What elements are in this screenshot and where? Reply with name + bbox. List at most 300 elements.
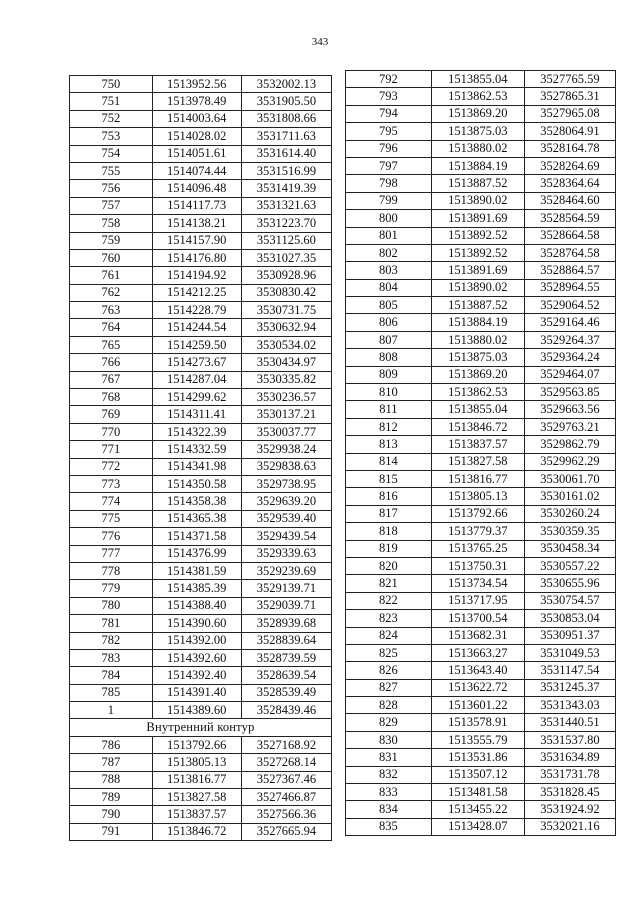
point-number-cell: 803 <box>346 262 432 279</box>
x-coordinate-cell: 1514117.73 <box>152 197 241 214</box>
table-row <box>70 76 332 93</box>
x-coordinate-cell: 1513846.72 <box>152 823 241 840</box>
y-coordinate-cell: 3531614.40 <box>241 145 331 162</box>
y-coordinate-cell: 3528839.64 <box>241 632 331 649</box>
x-coordinate-cell: 1514273.67 <box>152 354 241 371</box>
table-row <box>70 528 332 545</box>
table-row <box>346 157 616 174</box>
x-coordinate-cell: 1514381.59 <box>152 562 241 579</box>
point-number-cell: 818 <box>346 523 432 540</box>
table-row <box>70 632 332 649</box>
table-row <box>346 488 616 505</box>
y-coordinate-cell: 3531321.63 <box>241 197 331 214</box>
x-coordinate-cell: 1514350.58 <box>152 475 241 492</box>
point-number-cell: 815 <box>346 470 432 487</box>
point-number-cell: 830 <box>346 731 432 748</box>
table-row <box>70 232 332 249</box>
point-number-cell: 790 <box>70 806 153 823</box>
x-coordinate-cell: 1514358.38 <box>152 493 241 510</box>
x-coordinate-cell: 1513892.52 <box>431 244 524 261</box>
x-coordinate-cell: 1514287.04 <box>152 371 241 388</box>
y-coordinate-cell: 3527865.31 <box>524 88 615 105</box>
y-coordinate-cell: 3529838.63 <box>241 458 331 475</box>
point-number-cell: 824 <box>346 627 432 644</box>
x-coordinate-cell: 1514332.59 <box>152 441 241 458</box>
x-coordinate-cell: 1513805.13 <box>152 754 241 771</box>
table-row <box>70 580 332 597</box>
x-coordinate-cell: 1513682.31 <box>431 627 524 644</box>
x-coordinate-cell: 1513869.20 <box>431 105 524 122</box>
y-coordinate-cell: 3528164.78 <box>524 140 615 157</box>
x-coordinate-cell: 1513891.69 <box>431 262 524 279</box>
x-coordinate-cell: 1513875.03 <box>431 349 524 366</box>
point-number-cell: 823 <box>346 610 432 627</box>
y-coordinate-cell: 3527665.94 <box>241 823 331 840</box>
y-coordinate-cell: 3529738.95 <box>241 475 331 492</box>
x-coordinate-cell: 1514392.00 <box>152 632 241 649</box>
x-coordinate-cell: 1514096.48 <box>152 180 241 197</box>
y-coordinate-cell: 3530061.70 <box>524 470 615 487</box>
y-coordinate-cell: 3529064.52 <box>524 297 615 314</box>
y-coordinate-cell: 3530655.96 <box>524 575 615 592</box>
y-coordinate-cell: 3529339.63 <box>241 545 331 562</box>
y-coordinate-cell: 3531343.03 <box>524 697 615 714</box>
x-coordinate-cell: 1513507.12 <box>431 766 524 783</box>
table-row <box>70 789 332 806</box>
x-coordinate-cell: 1513455.22 <box>431 801 524 818</box>
table-row <box>346 801 616 818</box>
table-row <box>70 319 332 336</box>
table-row <box>70 302 332 319</box>
table-row <box>70 510 332 527</box>
y-coordinate-cell: 3528439.46 <box>241 702 331 719</box>
y-coordinate-cell: 3531516.99 <box>241 162 331 179</box>
x-coordinate-cell: 1514322.39 <box>152 423 241 440</box>
y-coordinate-cell: 3531125.60 <box>241 232 331 249</box>
table-row <box>346 470 616 487</box>
y-coordinate-cell: 3529464.07 <box>524 366 615 383</box>
x-coordinate-cell: 1513805.13 <box>431 488 524 505</box>
x-coordinate-cell: 1514311.41 <box>152 406 241 423</box>
x-coordinate-cell: 1514259.50 <box>152 336 241 353</box>
y-coordinate-cell: 3529164.46 <box>524 314 615 331</box>
table-row <box>70 441 332 458</box>
table-row <box>346 192 616 209</box>
y-coordinate-cell: 3531808.66 <box>241 110 331 127</box>
point-number-cell: 774 <box>70 493 153 510</box>
table-row <box>70 267 332 284</box>
table-row <box>70 249 332 266</box>
x-coordinate-cell: 1513765.25 <box>431 540 524 557</box>
table-row <box>70 475 332 492</box>
table-row <box>346 766 616 783</box>
x-coordinate-cell: 1514385.39 <box>152 580 241 597</box>
table-row <box>346 557 616 574</box>
table-row <box>70 597 332 614</box>
point-number-cell: 773 <box>70 475 153 492</box>
y-coordinate-cell: 3530434.97 <box>241 354 331 371</box>
point-number-cell: 791 <box>70 823 153 840</box>
table-row <box>70 336 332 353</box>
x-coordinate-cell: 1514228.79 <box>152 302 241 319</box>
point-number-cell: 797 <box>346 157 432 174</box>
page-number: 343 <box>311 36 329 48</box>
x-coordinate-cell: 1514392.60 <box>152 649 241 666</box>
point-number-cell: 814 <box>346 453 432 470</box>
table-row <box>346 210 616 227</box>
y-coordinate-cell: 3530557.22 <box>524 557 615 574</box>
y-coordinate-cell: 3530754.57 <box>524 592 615 609</box>
table-row <box>346 610 616 627</box>
table-row <box>346 227 616 244</box>
point-number-cell: 826 <box>346 662 432 679</box>
x-coordinate-cell: 1513643.40 <box>431 662 524 679</box>
y-coordinate-cell: 3528664.58 <box>524 227 615 244</box>
x-coordinate-cell: 1513622.72 <box>431 679 524 696</box>
y-coordinate-cell: 3529264.37 <box>524 331 615 348</box>
y-coordinate-cell: 3529862.79 <box>524 436 615 453</box>
x-coordinate-cell: 1513884.19 <box>431 314 524 331</box>
x-coordinate-cell: 1513481.58 <box>431 784 524 801</box>
table-row <box>70 649 332 666</box>
table-row <box>70 423 332 440</box>
point-number-cell: 762 <box>70 284 153 301</box>
y-coordinate-cell: 3528064.91 <box>524 123 615 140</box>
point-number-cell: 750 <box>70 76 153 93</box>
point-number-cell: 819 <box>346 540 432 557</box>
point-number-cell: 783 <box>70 649 153 666</box>
x-coordinate-cell: 1514371.58 <box>152 528 241 545</box>
table-row <box>70 389 332 406</box>
point-number-cell: 768 <box>70 389 153 406</box>
y-coordinate-cell: 3531634.89 <box>524 749 615 766</box>
table-row <box>346 279 616 296</box>
x-coordinate-cell: 1513846.72 <box>431 418 524 435</box>
point-number-cell: 831 <box>346 749 432 766</box>
point-number-cell: 820 <box>346 557 432 574</box>
y-coordinate-cell: 3530534.02 <box>241 336 331 353</box>
x-coordinate-cell: 1513880.02 <box>431 331 524 348</box>
x-coordinate-cell: 1513890.02 <box>431 192 524 209</box>
y-coordinate-cell: 3530928.96 <box>241 267 331 284</box>
x-coordinate-cell: 1514074.44 <box>152 162 241 179</box>
table-row <box>346 697 616 714</box>
table-row <box>346 88 616 105</box>
table-row <box>346 505 616 522</box>
x-coordinate-cell: 1513862.53 <box>431 88 524 105</box>
point-number-cell: 787 <box>70 754 153 771</box>
table-row <box>346 436 616 453</box>
x-coordinate-cell: 1514244.54 <box>152 319 241 336</box>
y-coordinate-cell: 3527965.08 <box>524 105 615 122</box>
point-number-cell: 779 <box>70 580 153 597</box>
y-coordinate-cell: 3528539.49 <box>241 684 331 701</box>
point-number-cell: 756 <box>70 180 153 197</box>
point-number-cell: 808 <box>346 349 432 366</box>
point-number-cell: 758 <box>70 215 153 232</box>
table-row <box>346 679 616 696</box>
x-coordinate-cell: 1513827.58 <box>431 453 524 470</box>
table-row <box>346 331 616 348</box>
point-number-cell: 775 <box>70 510 153 527</box>
point-number-cell: 812 <box>346 418 432 435</box>
point-number-cell: 759 <box>70 232 153 249</box>
table-row <box>346 244 616 261</box>
x-coordinate-cell: 1514051.61 <box>152 145 241 162</box>
x-coordinate-cell: 1513779.37 <box>431 523 524 540</box>
point-number-cell: 794 <box>346 105 432 122</box>
table-row <box>346 523 616 540</box>
point-number-cell: 793 <box>346 88 432 105</box>
table-row <box>70 823 332 840</box>
table-row <box>346 297 616 314</box>
section-row <box>70 719 332 736</box>
x-coordinate-cell: 1513891.69 <box>431 210 524 227</box>
table-row <box>70 562 332 579</box>
table-row <box>346 105 616 122</box>
point-number-cell: 798 <box>346 175 432 192</box>
y-coordinate-cell: 3527765.59 <box>524 71 615 88</box>
y-coordinate-cell: 3531245.37 <box>524 679 615 696</box>
x-coordinate-cell: 1514390.60 <box>152 615 241 632</box>
y-coordinate-cell: 3530161.02 <box>524 488 615 505</box>
point-number-cell: 761 <box>70 267 153 284</box>
point-number-cell: 784 <box>70 667 153 684</box>
x-coordinate-cell: 1513717.95 <box>431 592 524 609</box>
table-row <box>70 284 332 301</box>
y-coordinate-cell: 3529563.85 <box>524 384 615 401</box>
y-coordinate-cell: 3531828.45 <box>524 784 615 801</box>
x-coordinate-cell: 1513734.54 <box>431 575 524 592</box>
x-coordinate-cell: 1514365.38 <box>152 510 241 527</box>
x-coordinate-cell: 1514391.40 <box>152 684 241 701</box>
x-coordinate-cell: 1514003.64 <box>152 110 241 127</box>
y-coordinate-cell: 3529962.29 <box>524 453 615 470</box>
x-coordinate-cell: 1513428.07 <box>431 818 524 835</box>
table-row <box>70 180 332 197</box>
table-row <box>346 453 616 470</box>
point-number-cell: 780 <box>70 597 153 614</box>
table-row <box>70 806 332 823</box>
x-coordinate-cell: 1513869.20 <box>431 366 524 383</box>
point-number-cell: 805 <box>346 297 432 314</box>
point-number-cell: 807 <box>346 331 432 348</box>
x-coordinate-cell: 1514392.40 <box>152 667 241 684</box>
x-coordinate-cell: 1513892.52 <box>431 227 524 244</box>
y-coordinate-cell: 3532021.16 <box>524 818 615 835</box>
y-coordinate-cell: 3529539.40 <box>241 510 331 527</box>
y-coordinate-cell: 3528264.69 <box>524 157 615 174</box>
point-number-cell: 776 <box>70 528 153 545</box>
y-coordinate-cell: 3530335.82 <box>241 371 331 388</box>
y-coordinate-cell: 3530458.34 <box>524 540 615 557</box>
point-number-cell: 828 <box>346 697 432 714</box>
y-coordinate-cell: 3531223.70 <box>241 215 331 232</box>
point-number-cell: 770 <box>70 423 153 440</box>
y-coordinate-cell: 3531147.54 <box>524 662 615 679</box>
table-row <box>70 493 332 510</box>
table-row <box>70 545 332 562</box>
point-number-cell: 763 <box>70 302 153 319</box>
point-number-cell: 833 <box>346 784 432 801</box>
x-coordinate-cell: 1513837.57 <box>152 806 241 823</box>
point-number-cell: 801 <box>346 227 432 244</box>
point-number-cell: 813 <box>346 436 432 453</box>
y-coordinate-cell: 3529663.56 <box>524 401 615 418</box>
y-coordinate-cell: 3531049.53 <box>524 644 615 661</box>
coordinates-table-left <box>69 75 332 841</box>
x-coordinate-cell: 1513887.52 <box>431 297 524 314</box>
y-coordinate-cell: 3528764.58 <box>524 244 615 261</box>
y-coordinate-cell: 3530359.35 <box>524 523 615 540</box>
table-row <box>346 401 616 418</box>
table-row <box>346 749 616 766</box>
y-coordinate-cell: 3527466.87 <box>241 789 331 806</box>
y-coordinate-cell: 3531711.63 <box>241 128 331 145</box>
table-row <box>70 667 332 684</box>
y-coordinate-cell: 3531537.80 <box>524 731 615 748</box>
table-row <box>346 384 616 401</box>
x-coordinate-cell: 1513952.56 <box>152 76 241 93</box>
x-coordinate-cell: 1513880.02 <box>431 140 524 157</box>
table-row <box>70 615 332 632</box>
x-coordinate-cell: 1513601.22 <box>431 697 524 714</box>
y-coordinate-cell: 3531419.39 <box>241 180 331 197</box>
table-row <box>70 110 332 127</box>
point-number-cell: 777 <box>70 545 153 562</box>
x-coordinate-cell: 1514389.60 <box>152 702 241 719</box>
y-coordinate-cell: 3530260.24 <box>524 505 615 522</box>
point-number-cell: 765 <box>70 336 153 353</box>
x-coordinate-cell: 1513531.86 <box>431 749 524 766</box>
table-row <box>70 128 332 145</box>
point-number-cell: 799 <box>346 192 432 209</box>
x-coordinate-cell: 1513750.31 <box>431 557 524 574</box>
point-number-cell: 767 <box>70 371 153 388</box>
point-number-cell: 827 <box>346 679 432 696</box>
table-row <box>346 662 616 679</box>
x-coordinate-cell: 1514376.99 <box>152 545 241 562</box>
x-coordinate-cell: 1513816.77 <box>431 470 524 487</box>
y-coordinate-cell: 3529763.21 <box>524 418 615 435</box>
x-coordinate-cell: 1513862.53 <box>431 384 524 401</box>
point-number-cell: 782 <box>70 632 153 649</box>
table-row <box>70 215 332 232</box>
point-number-cell: 752 <box>70 110 153 127</box>
point-number-cell: 757 <box>70 197 153 214</box>
table-row <box>346 627 616 644</box>
point-number-cell: 751 <box>70 93 153 110</box>
coordinates-table-left-body <box>70 76 332 841</box>
x-coordinate-cell: 1513855.04 <box>431 71 524 88</box>
point-number-cell: 753 <box>70 128 153 145</box>
y-coordinate-cell: 3528939.68 <box>241 615 331 632</box>
y-coordinate-cell: 3529364.24 <box>524 349 615 366</box>
point-number-cell: 778 <box>70 562 153 579</box>
y-coordinate-cell: 3531731.78 <box>524 766 615 783</box>
point-number-cell: 1 <box>70 702 153 719</box>
y-coordinate-cell: 3528864.57 <box>524 262 615 279</box>
point-number-cell: 760 <box>70 249 153 266</box>
point-number-cell: 811 <box>346 401 432 418</box>
y-coordinate-cell: 3530731.75 <box>241 302 331 319</box>
table-row <box>346 262 616 279</box>
y-coordinate-cell: 3530830.42 <box>241 284 331 301</box>
y-coordinate-cell: 3529938.24 <box>241 441 331 458</box>
table-row <box>70 736 332 753</box>
table-row <box>70 354 332 371</box>
x-coordinate-cell: 1513827.58 <box>152 789 241 806</box>
table-row <box>346 175 616 192</box>
y-coordinate-cell: 3529439.54 <box>241 528 331 545</box>
table-row <box>70 406 332 423</box>
table-row <box>346 818 616 835</box>
x-coordinate-cell: 1513578.91 <box>431 714 524 731</box>
y-coordinate-cell: 3528639.54 <box>241 667 331 684</box>
point-number-cell: 781 <box>70 615 153 632</box>
section-label: Внутренний контур <box>70 719 332 736</box>
table-row <box>346 575 616 592</box>
y-coordinate-cell: 3528739.59 <box>241 649 331 666</box>
table-row <box>346 71 616 88</box>
table-row <box>70 702 332 719</box>
table-row <box>70 771 332 788</box>
table-row <box>70 145 332 162</box>
point-number-cell: 764 <box>70 319 153 336</box>
x-coordinate-cell: 1513855.04 <box>431 401 524 418</box>
coordinates-table-right-body <box>346 71 616 836</box>
table-row <box>70 458 332 475</box>
point-number-cell: 786 <box>70 736 153 753</box>
table-row <box>346 784 616 801</box>
point-number-cell: 834 <box>346 801 432 818</box>
x-coordinate-cell: 1513792.66 <box>152 736 241 753</box>
point-number-cell: 835 <box>346 818 432 835</box>
x-coordinate-cell: 1514341.98 <box>152 458 241 475</box>
point-number-cell: 769 <box>70 406 153 423</box>
y-coordinate-cell: 3530951.37 <box>524 627 615 644</box>
y-coordinate-cell: 3531027.35 <box>241 249 331 266</box>
table-row <box>70 371 332 388</box>
point-number-cell: 829 <box>346 714 432 731</box>
x-coordinate-cell: 1513663.27 <box>431 644 524 661</box>
table-row <box>346 731 616 748</box>
x-coordinate-cell: 1513875.03 <box>431 123 524 140</box>
table-row <box>346 418 616 435</box>
y-coordinate-cell: 3530037.77 <box>241 423 331 440</box>
point-number-cell: 754 <box>70 145 153 162</box>
x-coordinate-cell: 1513700.54 <box>431 610 524 627</box>
x-coordinate-cell: 1514388.40 <box>152 597 241 614</box>
y-coordinate-cell: 3529639.20 <box>241 493 331 510</box>
table-row <box>346 644 616 661</box>
table-row <box>346 592 616 609</box>
point-number-cell: 816 <box>346 488 432 505</box>
y-coordinate-cell: 3531905.50 <box>241 93 331 110</box>
y-coordinate-cell: 3530236.57 <box>241 389 331 406</box>
x-coordinate-cell: 1513890.02 <box>431 279 524 296</box>
table-row <box>346 314 616 331</box>
point-number-cell: 810 <box>346 384 432 401</box>
point-number-cell: 789 <box>70 789 153 806</box>
table-row <box>70 197 332 214</box>
x-coordinate-cell: 1513978.49 <box>152 93 241 110</box>
x-coordinate-cell: 1514176.80 <box>152 249 241 266</box>
point-number-cell: 822 <box>346 592 432 609</box>
point-number-cell: 772 <box>70 458 153 475</box>
point-number-cell: 792 <box>346 71 432 88</box>
point-number-cell: 795 <box>346 123 432 140</box>
